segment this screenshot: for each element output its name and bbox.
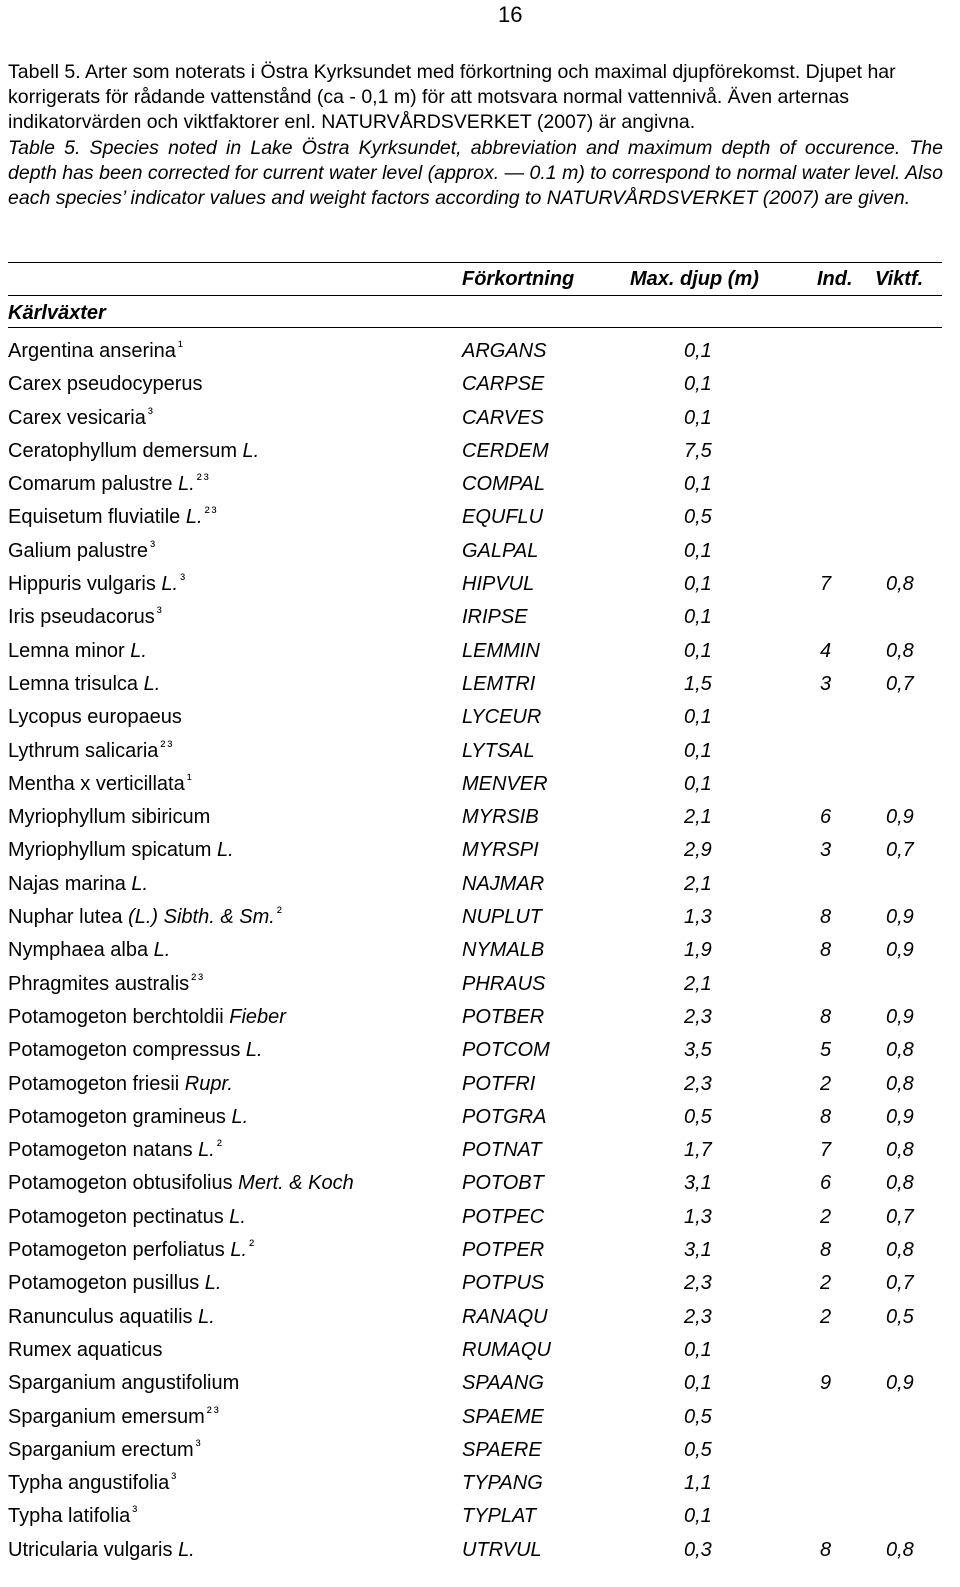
abbreviation-cell: POTOBT [462, 1172, 544, 1195]
indicator-cell: 2 [820, 1272, 832, 1295]
max-depth-cell: 0,1 [684, 639, 712, 662]
abbreviation-cell: TYPLAT [462, 1505, 537, 1528]
species-name: Lemna minor [8, 639, 125, 662]
species-author: L. [161, 573, 179, 596]
table-row [0, 936, 960, 969]
weight-cell: 0,8 [886, 1239, 914, 1262]
species-name-cell [8, 737, 174, 767]
species-name-cell [8, 437, 259, 465]
species-name-cell [8, 1269, 221, 1297]
indicator-cell: 2 [820, 1072, 832, 1095]
table-row [0, 803, 960, 836]
species-name-cell [8, 1103, 248, 1131]
table-row [0, 1169, 960, 1202]
max-depth-cell: 0,1 [684, 373, 712, 396]
species-name: Myriophyllum sibiricum [8, 806, 211, 829]
species-name: Lemna trisulca [8, 672, 139, 695]
section-rule [8, 327, 942, 328]
species-author: L. [198, 1305, 215, 1328]
max-depth-cell: 0,1 [684, 1372, 712, 1395]
species-author: L. [231, 1105, 249, 1128]
max-depth-cell: 2,3 [684, 1005, 712, 1028]
table-row [0, 404, 960, 437]
species-name-cell [8, 770, 194, 800]
table-row [0, 437, 960, 470]
species-name: Comarum palustre [8, 473, 173, 496]
abbreviation-cell: LEMTRI [462, 672, 536, 695]
indicator-cell: 7 [820, 1139, 832, 1162]
table-row [0, 870, 960, 903]
species-name-cell [8, 503, 219, 533]
abbreviation-cell: RANAQU [462, 1305, 548, 1328]
max-depth-cell: 3,1 [684, 1172, 712, 1195]
species-name: Sparganium erectum [8, 1438, 194, 1461]
species-name-cell [8, 537, 157, 567]
footnote-marker: ² [249, 1237, 257, 1255]
species-name-cell [8, 1203, 246, 1231]
species-name-cell [8, 936, 170, 964]
footnote-marker: ³ [147, 404, 155, 422]
species-name: Sparganium emersum [8, 1405, 205, 1428]
table-row [0, 836, 960, 869]
species-name: Potamogeton compressus [8, 1039, 241, 1062]
header-abbreviation: Förkortning [462, 268, 575, 290]
table-row [0, 670, 960, 703]
species-name-cell [8, 1236, 256, 1266]
species-author: L. [204, 1272, 222, 1295]
max-depth-cell: 0,5 [684, 1105, 712, 1128]
max-depth-cell: 0,5 [684, 1438, 712, 1461]
abbreviation-cell: ARGANS [462, 340, 547, 362]
weight-cell: 0,7 [886, 672, 914, 695]
abbreviation-cell: POTPUS [462, 1272, 545, 1295]
max-depth-cell: 0,1 [684, 406, 712, 429]
weight-cell: 0,8 [886, 573, 914, 596]
max-depth-cell: 2,1 [684, 872, 712, 895]
species-name: Potamogeton natans [8, 1139, 193, 1162]
species-name: Najas marina [8, 872, 126, 895]
species-author: L. [216, 839, 234, 862]
species-name: Ceratophyllum demersum [8, 439, 237, 462]
species-author: L. [230, 1239, 248, 1262]
abbreviation-cell: LYCEUR [462, 706, 542, 729]
table-row [0, 370, 960, 403]
table-row [0, 1103, 960, 1136]
weight-cell: 0,9 [886, 939, 914, 962]
max-depth-cell: 2,3 [684, 1072, 712, 1095]
table-row [0, 1303, 960, 1336]
footnote-marker: ³ [150, 537, 158, 555]
abbreviation-cell: TYPANG [462, 1472, 543, 1495]
footnote-marker: ³ [132, 1503, 140, 1521]
abbreviation-cell: PHRAUS [462, 972, 546, 995]
table-row [0, 1369, 960, 1402]
table-row [0, 1003, 960, 1036]
max-depth-cell: 2,1 [684, 806, 712, 829]
abbreviation-cell: NAJMAR [462, 872, 545, 895]
species-author: L. [229, 1205, 246, 1228]
abbreviation-cell: POTGRA [462, 1105, 547, 1128]
table-row [0, 703, 960, 736]
indicator-cell: 8 [820, 1239, 832, 1262]
footnote-marker: ² [276, 904, 284, 922]
table-row [0, 1536, 960, 1569]
species-name: Potamogeton pectinatus [8, 1205, 224, 1228]
max-depth-cell: 0,1 [684, 706, 712, 729]
species-name-cell [8, 703, 182, 731]
species-name-cell [8, 603, 164, 633]
table-row [0, 1336, 960, 1369]
weight-cell: 0,8 [886, 1172, 914, 1195]
weight-cell: 0,8 [886, 1139, 914, 1162]
indicator-cell: 8 [820, 1005, 832, 1028]
abbreviation-cell: HIPVUL [462, 573, 535, 596]
species-name: Potamogeton perfoliatus [8, 1239, 225, 1262]
weight-cell: 0,5 [886, 1305, 914, 1328]
species-name: Potamogeton friesii [8, 1072, 180, 1095]
table-row [0, 737, 960, 770]
indicator-cell: 7 [820, 573, 832, 596]
table-row [0, 1403, 960, 1436]
species-name: Potamogeton berchtoldii [8, 1005, 224, 1028]
species-name: Carex pseudocyperus [8, 373, 203, 396]
max-depth-cell: 1,7 [684, 1139, 712, 1162]
abbreviation-cell: POTPER [462, 1239, 545, 1262]
max-depth-cell: 0,1 [684, 772, 712, 795]
footnote-marker: ³ [156, 604, 164, 622]
footnote-marker: ¹ [186, 770, 194, 788]
species-name-cell [8, 1136, 224, 1166]
footnote-marker: ²³ [204, 504, 219, 522]
species-author: L. [130, 639, 147, 662]
max-depth-cell: 0,1 [684, 539, 712, 562]
table-row [0, 1269, 960, 1302]
footnote-marker: ²³ [206, 1403, 221, 1421]
max-depth-cell: 2,3 [684, 1305, 712, 1328]
indicator-cell: 3 [820, 672, 832, 695]
species-name-cell [8, 637, 147, 665]
species-author: Rupr. [184, 1072, 233, 1095]
abbreviation-cell: POTFRI [462, 1072, 536, 1095]
table-row [0, 570, 960, 603]
species-name: Potamogeton pusillus [8, 1272, 200, 1295]
table-row [0, 1203, 960, 1236]
max-depth-cell: 0,5 [684, 506, 712, 529]
species-name-cell [8, 1502, 139, 1532]
species-name: Potamogeton gramineus [8, 1105, 226, 1128]
weight-cell: 0,9 [886, 806, 914, 829]
table-top-rule [8, 262, 942, 263]
max-depth-cell: 2,9 [684, 839, 712, 862]
max-depth-cell: 0,3 [684, 1538, 712, 1561]
species-author: L. [198, 1139, 215, 1162]
abbreviation-cell: POTBER [462, 1005, 545, 1028]
max-depth-cell: 1,9 [684, 939, 712, 962]
indicator-cell: 4 [820, 639, 832, 662]
max-depth-cell: 0,1 [684, 1338, 712, 1361]
abbreviation-cell: RUMAQU [462, 1338, 551, 1361]
species-author: L. [153, 939, 171, 962]
species-author: L. [143, 672, 161, 695]
species-name-cell [8, 803, 210, 831]
species-name-cell [8, 1003, 286, 1031]
max-depth-cell: 0,1 [684, 473, 712, 496]
species-name: Lythrum salicaria [8, 739, 159, 762]
max-depth-cell: 0,5 [684, 1405, 712, 1428]
species-name-cell [8, 1436, 203, 1466]
abbreviation-cell: COMPAL [462, 473, 545, 496]
species-name-cell [8, 870, 148, 898]
abbreviation-cell: UTRVUL [462, 1538, 542, 1561]
max-depth-cell: 1,5 [684, 672, 712, 695]
max-depth-cell: 2,3 [684, 1272, 712, 1295]
abbreviation-cell: SPAEME [462, 1405, 544, 1428]
footnote-marker: ²³ [191, 970, 206, 988]
footnote-marker: ²³ [160, 737, 175, 755]
indicator-cell: 8 [820, 939, 832, 962]
species-name-cell [8, 970, 205, 1000]
species-author: L. [245, 1039, 263, 1062]
table-caption [8, 60, 943, 211]
table-row [0, 603, 960, 636]
species-author: L. [178, 473, 195, 496]
indicator-cell: 6 [820, 806, 832, 829]
species-name: Lycopus europaeus [8, 706, 182, 729]
species-name: Potamogeton obtusifolius [8, 1172, 233, 1195]
weight-cell: 0,8 [886, 639, 914, 662]
indicator-cell: 8 [820, 906, 832, 929]
species-name-cell [8, 1469, 178, 1499]
species-name-cell [8, 1336, 163, 1364]
species-name: Equisetum fluviatile [8, 506, 181, 529]
species-author: L. [185, 506, 203, 529]
species-name: Typha latifolia [8, 1505, 131, 1528]
max-depth-cell: 7,5 [684, 439, 712, 462]
abbreviation-cell: LYTSAL [462, 739, 535, 762]
weight-cell: 0,7 [886, 1272, 914, 1295]
table-row [0, 1036, 960, 1069]
abbreviation-cell: IRIPSE [462, 606, 528, 629]
abbreviation-cell: SPAANG [462, 1372, 544, 1395]
table-row [0, 1502, 960, 1535]
species-author: Mert. & Koch [238, 1172, 354, 1195]
page-number: 16 [498, 2, 523, 27]
species-name: Ranunculus aquatilis [8, 1305, 193, 1328]
table-row [0, 503, 960, 536]
species-name-cell [8, 836, 234, 864]
weight-cell: 0,8 [886, 1039, 914, 1062]
max-depth-cell: 3,5 [684, 1039, 712, 1062]
header-weight: Viktf. [875, 268, 924, 290]
indicator-cell: 5 [820, 1039, 832, 1062]
table-row [0, 337, 960, 370]
header-max-depth: Max. djup (m) [630, 268, 759, 290]
species-table-body [0, 337, 960, 1569]
species-author: L. [242, 439, 260, 462]
abbreviation-cell: CARVES [462, 406, 544, 429]
table-row [0, 537, 960, 570]
species-name: Rumex aquaticus [8, 1338, 163, 1361]
species-name-cell [8, 404, 155, 434]
species-name: Argentina anserina [8, 340, 176, 362]
max-depth-cell: 2,1 [684, 972, 712, 995]
weight-cell: 0,8 [886, 1072, 914, 1095]
weight-cell: 0,9 [886, 1372, 914, 1395]
abbreviation-cell: POTCOM [462, 1039, 550, 1062]
abbreviation-cell: SPAERE [462, 1438, 542, 1461]
species-author: L. [131, 872, 149, 895]
max-depth-cell: 3,1 [684, 1239, 712, 1262]
table-row [0, 1070, 960, 1103]
footnote-marker: ¹ [177, 338, 185, 355]
weight-cell: 0,9 [886, 1005, 914, 1028]
species-name-cell [8, 1169, 354, 1197]
abbreviation-cell: LEMMIN [462, 639, 540, 662]
species-name-cell [8, 470, 211, 500]
species-name: Sparganium angustifolium [8, 1372, 240, 1395]
section-title: Kärlväxter [8, 302, 106, 324]
species-author: (L.) Sibth. & Sm. [128, 906, 275, 929]
max-depth-cell: 1,3 [684, 1205, 712, 1228]
abbreviation-cell: CARPSE [462, 373, 545, 396]
abbreviation-cell: CERDEM [462, 439, 549, 462]
species-name-cell [8, 1369, 239, 1397]
abbreviation-cell: POTNAT [462, 1139, 542, 1162]
species-name: Hippuris vulgaris [8, 573, 156, 596]
species-name-cell [8, 1403, 221, 1433]
abbreviation-cell: MENVER [462, 772, 548, 795]
species-name-cell [8, 1536, 195, 1564]
species-name-cell [8, 337, 185, 367]
indicator-cell: 2 [820, 1305, 832, 1328]
species-name-cell [8, 370, 203, 398]
species-name-cell [8, 903, 284, 933]
weight-cell: 0,7 [886, 1205, 914, 1228]
caption-swedish: Tabell 5. Arter som noterats i Östra Kyrksundet med förkortning och maximal djupförekomst. Djupet har korrigerats för rådande vattenstånd (ca - 0,1 m) för att motsvara normal vattennivå. Även arternas indikatorvärden och viktfaktorer enl. NATURVÅRDSVERKET (2007) är angivna. [8, 61, 896, 134]
indicator-cell: 6 [820, 1172, 832, 1195]
species-name-cell [8, 1070, 233, 1098]
table-row [0, 970, 960, 1003]
abbreviation-cell: NYMALB [462, 939, 545, 962]
weight-cell: 0,8 [886, 1538, 914, 1561]
indicator-cell: 8 [820, 1105, 832, 1128]
species-name: Utricularia vulgaris [8, 1538, 173, 1561]
header-rule [8, 295, 942, 296]
abbreviation-cell: GALPAL [462, 539, 539, 562]
weight-cell: 0,9 [886, 1105, 914, 1128]
abbreviation-cell: NUPLUT [462, 906, 543, 929]
table-row [0, 903, 960, 936]
table-row [0, 637, 960, 670]
table-row [0, 470, 960, 503]
table-row [0, 770, 960, 803]
species-author: L. [178, 1538, 195, 1561]
max-depth-cell: 0,1 [684, 606, 712, 629]
species-name: Nymphaea alba [8, 939, 149, 962]
abbreviation-cell: EQUFLU [462, 506, 544, 529]
species-author: Fieber [229, 1005, 286, 1028]
table-row [0, 1436, 960, 1469]
table-row [0, 1136, 960, 1169]
indicator-cell: 9 [820, 1372, 832, 1395]
indicator-cell: 3 [820, 839, 832, 862]
max-depth-cell: 1,3 [684, 906, 712, 929]
species-name: Nuphar lutea [8, 906, 123, 929]
weight-cell: 0,9 [886, 906, 914, 929]
table-row [0, 1469, 960, 1502]
species-name: Myriophyllum spicatum [8, 839, 212, 862]
abbreviation-cell: MYRSPI [462, 839, 539, 862]
species-name: Iris pseudacorus [8, 606, 155, 629]
header-indicator: Ind. [817, 268, 853, 290]
max-depth-cell: 0,1 [684, 1505, 712, 1528]
indicator-cell: 2 [820, 1205, 832, 1228]
footnote-marker: ² [216, 1137, 224, 1155]
abbreviation-cell: MYRSIB [462, 806, 539, 829]
footnote-marker: ³ [180, 571, 188, 589]
footnote-marker: ³ [171, 1470, 179, 1488]
species-name-cell [8, 1036, 263, 1064]
species-name: Mentha x verticillata [8, 772, 185, 795]
species-name: Phragmites australis [8, 972, 190, 995]
indicator-cell: 8 [820, 1538, 832, 1561]
max-depth-cell: 0,1 [684, 739, 712, 762]
weight-cell: 0,7 [886, 839, 914, 862]
max-depth-cell: 0,1 [684, 573, 712, 596]
footnote-marker: ²³ [196, 471, 211, 489]
table-row [0, 1236, 960, 1269]
species-name-cell [8, 570, 187, 600]
species-name: Carex vesicaria [8, 406, 146, 429]
caption-english: Table 5. Species noted in Lake Östra Kyrksundet, abbreviation and maximum depth of occurence. The depth has been corrected for current water level (approx. — 0.1 m) to correspond to normal water level. Also each species’ indicator values and weight factors according to NATURVÅRDSVERKET (2007) are given. [8, 136, 943, 210]
species-name-cell [8, 1303, 215, 1331]
abbreviation-cell: POTPEC [462, 1205, 545, 1228]
max-depth-cell: 0,1 [684, 340, 712, 362]
footnote-marker: ³ [195, 1436, 203, 1454]
species-name: Typha angustifolia [8, 1472, 170, 1495]
species-name-cell [8, 670, 160, 698]
max-depth-cell: 1,1 [684, 1472, 712, 1495]
species-name: Galium palustre [8, 539, 149, 562]
